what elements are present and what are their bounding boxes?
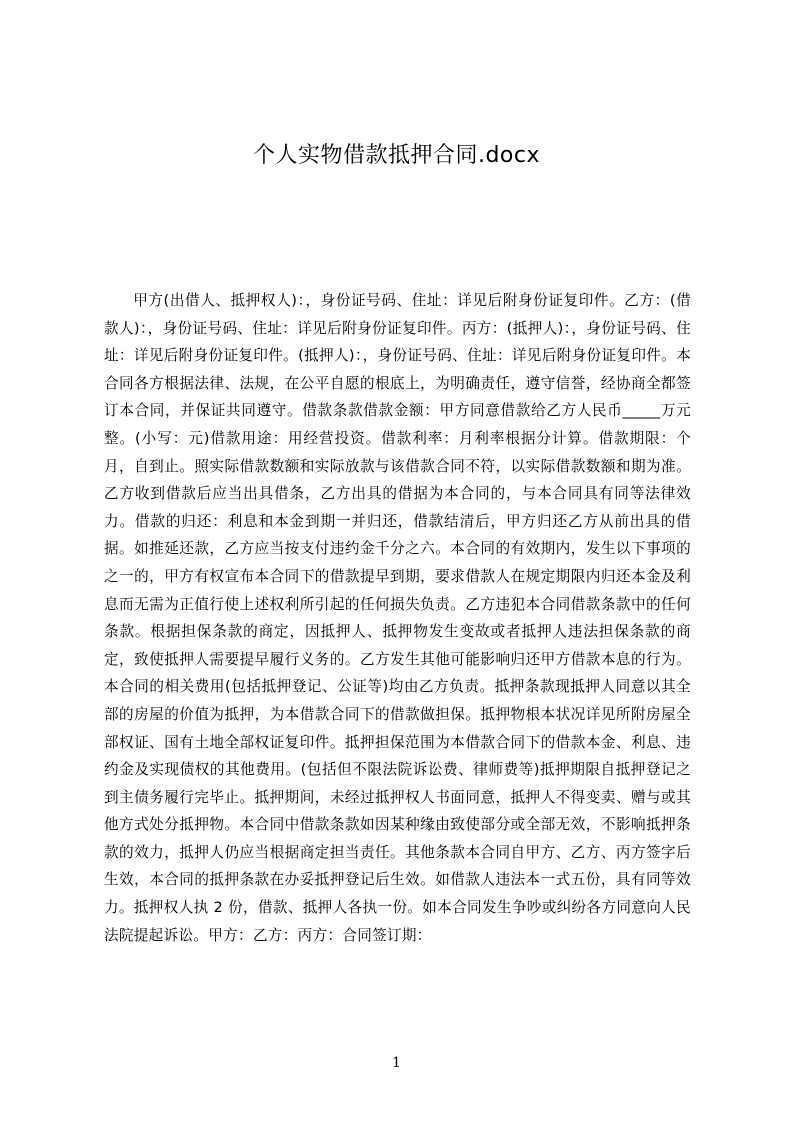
document-title: 个人实物借款抵押合同.docx: [252, 143, 541, 168]
page-number: 1: [392, 1055, 401, 1071]
document-body-paragraph: 甲方(出借人、抵押权人)：，身份证号码、住址：详见后附身份证复印件。乙方：(借款人)：，身份证号码、住址：详见后附身份证复印件。丙方：(抵押人)：，身份证号码、住址：详见后附身份证复印件。(抵押人)：，身份证号码、住址：详见后附身份证复印件。本合同各方根据法律、法规，在公平自愿的根底上，为明确责任，遵守信誉，经协商全都签订本合同，并保证共同遵守。借款条款借款金额：甲方同意借款给乙方人民币_____万元整。(小写：元)借款用途：用经营投资。借款利率：月利率根据分计算。借款期限：个月，自到止。照实际借款数额和实际放款与该借款合同不符，以实际借款数额和期为准。乙方收到借款后应当出具借条，乙方出具的借据为本合同的，与本合同具有同等法律效力。借款的归还：利息和本金到期一并归还，借款结清后，甲方归还乙方从前出具的借据。如推延还款，乙方应当按支付违约金千分之六。本合同的有效期内，发生以下事项的之一的，甲方有权宣布本合同下的借款提早到期，要求借款人在规定期限内归还本金及利息而无需为正值行使上述权利所引起的任何损失负责。乙方违犯本合同借款条款中的任何条款。根据担保条款的商定，因抵押人、抵押物发生变故或者抵押人违法担保条款的商定，致使抵押人需要提早履行义务的。乙方发生其他可能影响归还甲方借款本息的行为。本合同的相关费用(包括抵押登记、公证等)均由乙方负责。抵押条款现抵押人同意以其全部的房屋的价值为抵押，为本借款合同下的借款做担保。抵押物根本状况详见所附房屋全部权证、国有土地全部权证复印件。抵押担保范围为本借款合同下的借款本金、利息、违约金及实现债权的其他费用。(包括但不限法院诉讼费、律师费等)抵押期限自抵押登记之到主债务履行完毕止。抵押期间，未经过抵押权人书面同意，抵押人不得变卖、赠与或其他方式处分抵押物。本合同中借款条款如因某种缘由致使部分或全部无效，不影响抵押条款的效力，抵押人仍应当根据商定担当责任。其他条款本合同自甲方、乙方、丙方签字后生效，本合同的抵押条款在办妥抵押登记后生效。如借款人违法本一式五份，具有同等效力。抵押权人执 2 份，借款、抵押人各执一份。如本合同发生争吵或纠纷各方同意向人民法院提起诉讼。甲方：乙方：丙方：合同签订期：: [104, 292, 691, 944]
